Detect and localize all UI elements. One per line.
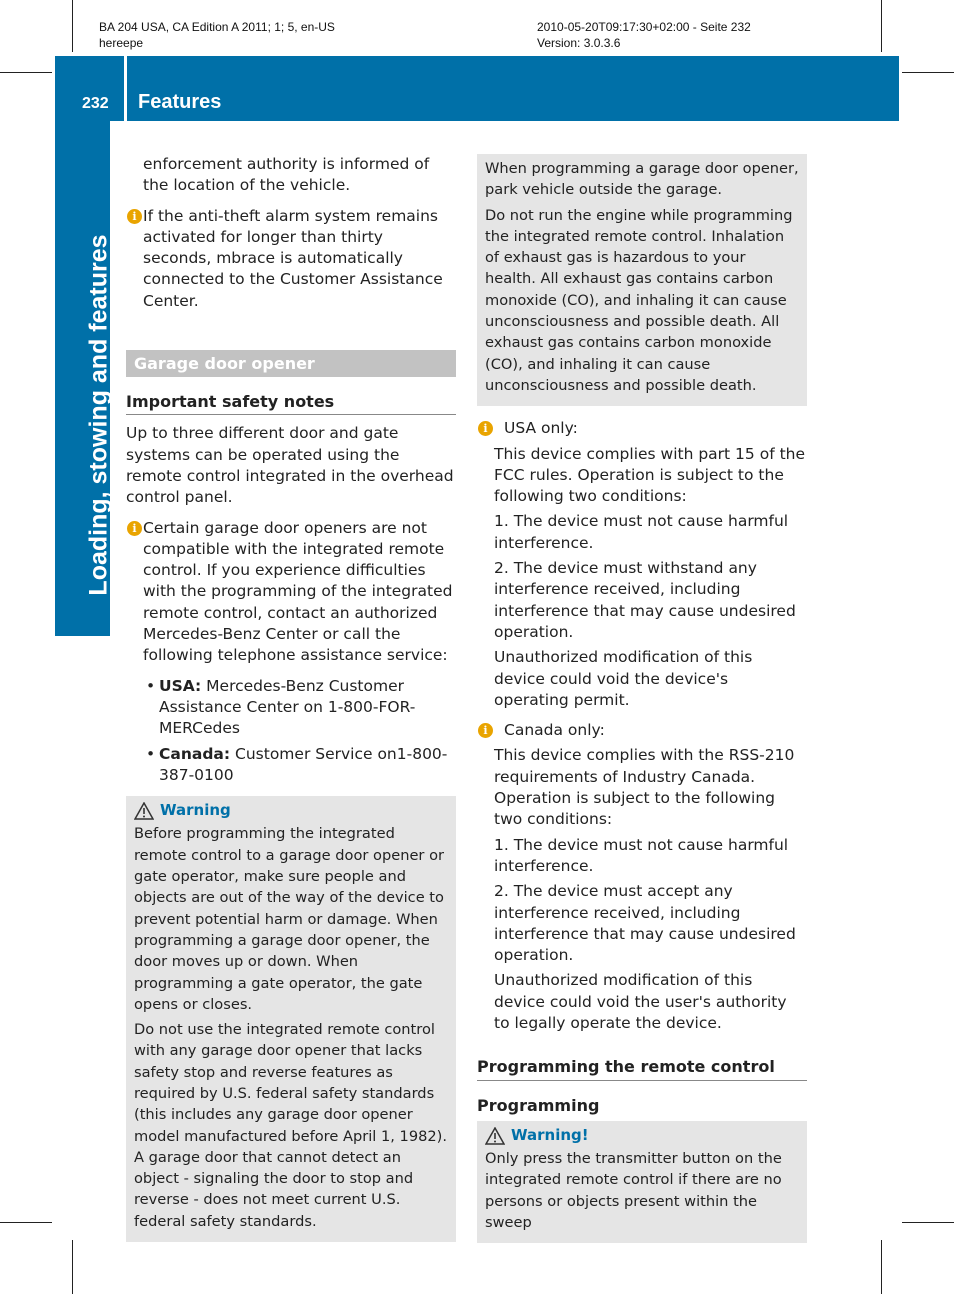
warning-box-continued [477, 154, 807, 406]
crop-mark [881, 0, 882, 52]
condition-item: 1. The device must not cause harmful interference. [494, 835, 789, 875]
warning-triangle-icon [134, 802, 154, 820]
crop-mark [902, 1222, 954, 1223]
header-divider [124, 56, 127, 121]
right-column [477, 154, 807, 1252]
info-note [477, 720, 807, 741]
condition-item: 2. The device must withstand any interference received, including interference that may cause undesired operation. [494, 559, 796, 641]
warning-paragraph: Do not run the engine while programming the integrated remote control. Inhalation of exhaust gas is hazardous to your health. All exhaust gas contains carbon monoxide (CO), and inhaling it can cause unconsciousness and possible death. All exhaust gas contains carbon monoxide (CO), and inhaling it can cause unconsciousness and possible death. [485, 206, 793, 394]
warning-title-text: Warning [160, 801, 231, 820]
paragraph: Up to three different door and gate systems can be operated using the remote control integrated in the overhead control panel. [126, 424, 454, 507]
bullet-label: USA: [159, 676, 202, 695]
info-note-label: Canada only: [504, 721, 605, 740]
left-column [126, 154, 456, 1251]
info-note-text: If the anti-theft alarm system remains activated for longer than thirty seconds, mbrace is automatically connected to the Customer Assistance Center. [143, 206, 443, 310]
info-icon: i [127, 521, 142, 536]
paragraph: This device complies with the RSS-210 requirements of Industry Canada. Operation is subject to the following two conditions: [494, 746, 795, 829]
meta-right-line1: 2010-05-20T09:17:30+02:00 - Seite 232 [537, 20, 751, 34]
info-icon: i [478, 723, 493, 738]
subheading: Programming the remote control [477, 1056, 807, 1080]
section-title: Features [138, 91, 222, 113]
paragraph: Unauthorized modification of this device could void the user's authority to legally operate the device. [494, 971, 787, 1032]
side-tab-label: Loading, stowing and features [84, 234, 113, 596]
warning-title-text: Warning! [511, 1125, 589, 1144]
meta-left-line1: BA 204 USA, CA Edition A 2011; 1; 5, en-US [99, 20, 335, 34]
warning-title [485, 1125, 799, 1146]
bullet-text: Customer Service on1-800-387-0100 [159, 744, 448, 784]
info-icon: i [478, 421, 493, 436]
crop-mark [0, 72, 52, 73]
warning-box [126, 796, 456, 1242]
crop-mark [881, 1240, 882, 1294]
bullet-item [126, 676, 456, 740]
warning-paragraph: When programming a garage door opener, park vehicle outside the garage. [485, 160, 799, 199]
info-note [126, 518, 456, 667]
info-note [477, 418, 807, 439]
crop-mark [72, 0, 73, 52]
warning-paragraph: Do not use the integrated remote control with any garage door opener that lacks safety stop and reverse features as required by U.S. federal safety standards (this includes any garage door opener model manufactured before April 1, 1982). A garage door that cannot detect an object - signaling the door to stop and reverse - does not meet current U.S. federal safety standards. [134, 1021, 448, 1230]
warning-triangle-icon [485, 1127, 505, 1145]
paragraph: Unauthorized modification of this device could void the device's operating permit. [494, 648, 753, 709]
info-icon: i [127, 209, 142, 224]
crop-mark [902, 72, 954, 73]
meta-right-line2: Version: 3.0.3.6 [537, 36, 621, 50]
section-band: Garage door opener [126, 350, 456, 377]
paragraph: This device complies with part 15 of the FCC rules. Operation is subject to the following two conditions: [494, 444, 806, 506]
bullet-item [126, 744, 456, 787]
crop-mark [72, 1240, 73, 1294]
subheading: Important safety notes [126, 391, 456, 415]
print-meta-right [537, 19, 751, 51]
warning-paragraph: Before programming the integrated remote control to a garage door opener or gate operator, make sure people and objects are out of the way of the device to prevent potential harm or damage. When programming a garage door opener, the door moves up or down. When programming a gate operator, the gate opens or closes. [134, 825, 444, 1013]
bullet-label: Canada: [159, 744, 231, 763]
condition-item: 2. The device must accept any interference received, including interference that may cause undesired operation. [494, 882, 796, 965]
warning-paragraph: Only press the transmitter button on the integrated remote control if there are no persons or objects present within the sweep [485, 1150, 782, 1232]
page-number: 232 [82, 95, 109, 112]
subheading-minor: Programming [477, 1095, 600, 1115]
condition-item: 1. The device must not cause harmful interference. [494, 512, 789, 552]
bullet-text: Mercedes-Benz Customer Assistance Center on 1-800-FOR-MERCedes [159, 676, 416, 738]
info-note-text: Certain garage door openers are not compatible with the integrated remote control. If you experience difficulties with the programming of the integrated remote control, contact an authorized Mercedes-Benz Center or call the following telephone assistance service: [143, 518, 453, 665]
warning-box [477, 1121, 807, 1243]
print-meta-left [99, 19, 335, 51]
crop-mark [0, 1222, 52, 1223]
paragraph: enforcement authority is informed of the location of the vehicle. [143, 155, 430, 195]
info-note-label: USA only: [504, 419, 578, 438]
meta-left-line2: hereepe [99, 36, 144, 50]
warning-title [134, 800, 448, 821]
info-note [126, 206, 456, 312]
